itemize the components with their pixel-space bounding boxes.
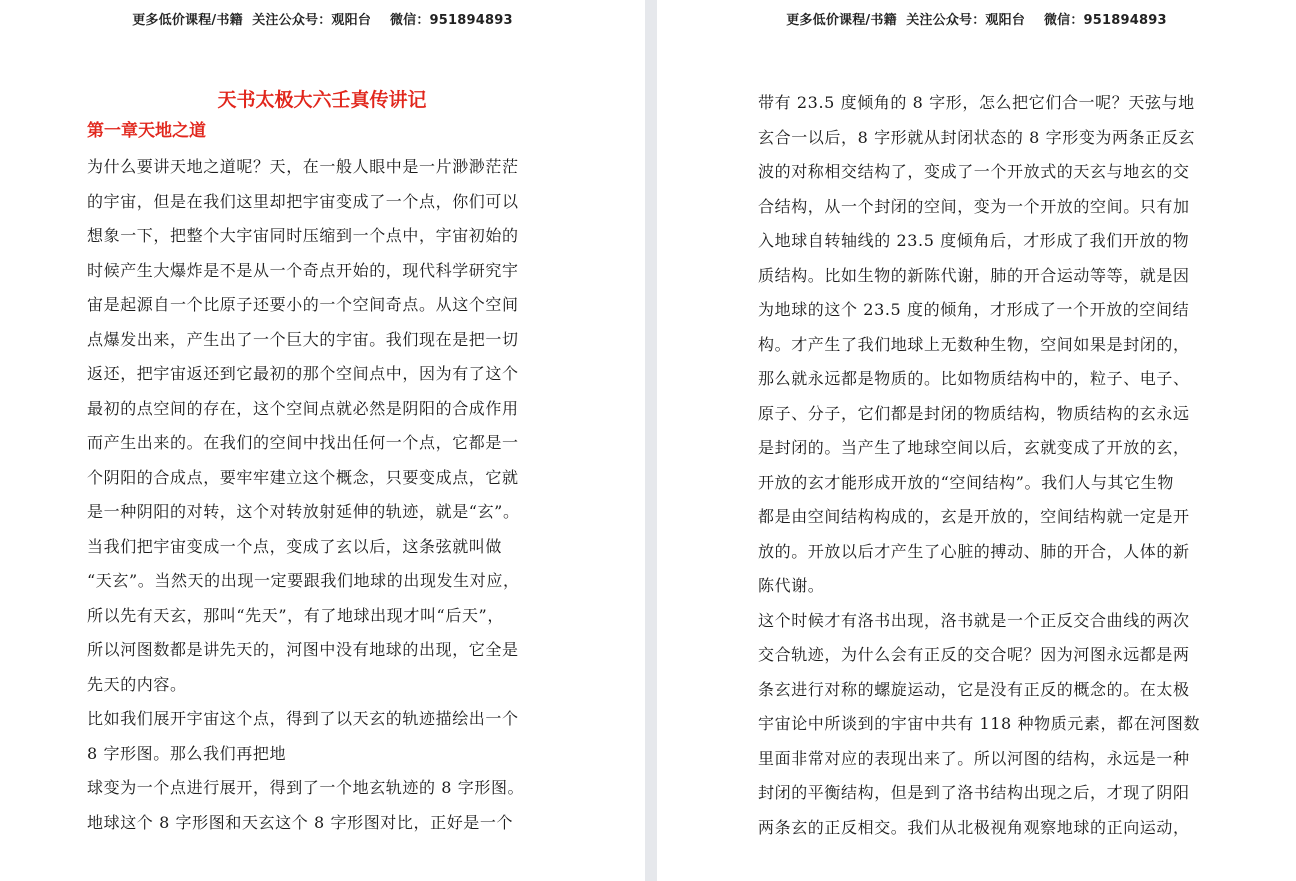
text-line: 比如我们展开宇宙这个点，得到了以天玄的轨迹描绘出一个 (87, 709, 519, 728)
chapter-heading: 第一章天地之道 (87, 121, 206, 141)
document-title: 天书太极大六壬真传讲记 (217, 89, 427, 111)
right-page-body (758, 86, 1220, 845)
text-line: 而产生出来的。在我们的空间中找出任何一个点，它都是一 (87, 433, 519, 452)
text-line: 入地球自转轴线的 23.5 度倾角后，才形成了我们开放的物 (758, 231, 1190, 250)
text-line: 宇宙论中所谈到的宇宙中共有 118 种物质元素，都在河图数 (758, 714, 1201, 733)
left-page-body (87, 86, 557, 840)
text-line: 想象一下，把整个大宇宙同时压缩到一个点中，宇宙初始的 (87, 226, 519, 245)
text-line: 所以先有天玄，那叫“先天”，有了地球出现才叫“后天”， (87, 605, 504, 625)
text-line: 点爆发出来，产生出了一个巨大的宇宙。我们现在是把一切 (87, 329, 519, 349)
text-line: 封闭的平衡结构，但是到了洛书结构出现之后，才现了阴阳 (758, 783, 1190, 802)
text-line: 带有 23.5 度倾角的 8 字形，怎么把它们合一呢？天弦与地 (758, 93, 1195, 112)
text-line: 是封闭的。当产生了地球空间以后，玄就变成了开放的玄， (758, 438, 1190, 457)
page-header-left: 更多低价课程/书籍 关注公众号：观阳台 微信：951894893 (132, 13, 513, 28)
text-line: 合结构，从一个封闭的空间，变为一个开放的空间。只有加 (758, 196, 1190, 216)
text-line: 这个时候才有洛书出现，洛书就是一个正反交合曲线的两次 (758, 610, 1190, 630)
page-header-right: 更多低价课程/书籍 关注公众号：观阳台 微信：951894893 (786, 13, 1167, 28)
text-line: 那么就永远都是物质的。比如物质结构中的，粒子、电子、 (758, 369, 1190, 388)
text-line: 时候产生大爆炸是不是从一个奇点开始的，现代科学研究宇 (87, 260, 519, 280)
text-line: 质结构。比如生物的新陈代谢，肺的开合运动等等，就是因 (758, 265, 1190, 285)
text-line: 球变为一个点进行展开，得到了一个地玄轨迹的 8 字形图。 (87, 778, 525, 797)
text-line: 放的。开放以后才产生了心脏的搏动、肺的开合，人体的新 (758, 541, 1190, 561)
text-line: 为什么要讲天地之道呢？天，在一般人眼中是一片渺渺茫茫 (87, 157, 519, 176)
text-line: 先天的内容。 (87, 674, 187, 694)
page-separator (645, 0, 657, 881)
text-line: 当我们把宇宙变成一个点，变成了玄以后，这条弦就叫做 (87, 536, 503, 556)
text-line: 两条玄的正反相交。我们从北极视角观察地球的正向运动， (758, 817, 1190, 837)
text-line: 8 字形图。那么我们再把地 (87, 743, 287, 763)
text-line: 条玄进行对称的螺旋运动，它是没有正反的概念的。在太极 (758, 679, 1190, 699)
text-line: 返还，把宇宙返还到它最初的那个空间点中，因为有了这个 (87, 364, 519, 383)
text-line: 玄合一以后，8 字形就从封闭状态的 8 字形变为两条正反玄 (758, 127, 1196, 147)
text-line: 陈代谢。 (758, 576, 825, 595)
text-line: 的宇宙，但是在我们这里却把宇宙变成了一个点，你们可以 (87, 191, 519, 211)
text-line: 原子、分子，它们都是封闭的物质结构，物质结构的玄永远 (758, 403, 1190, 423)
right-text-block (758, 86, 1220, 845)
text-line: 交合轨迹，为什么会有正反的交合呢？因为河图永远都是两 (758, 645, 1190, 664)
text-line: 地球这个 8 字形图和天玄这个 8 字形图对比，正好是一个 (87, 812, 514, 832)
text-line: “天玄”。当然天的出现一定要跟我们地球的出现发生对应， (87, 571, 520, 590)
text-line: 波的对称相交结构了，变成了一个开放式的天玄与地玄的交 (758, 162, 1190, 181)
left-text-block (87, 150, 557, 840)
text-line: 是一种阴阳的对转，这个对转放射延伸的轨迹，就是“玄”。 (87, 502, 520, 521)
text-line: 个阴阳的合成点，要牢牢建立这个概念，只要变成点，它就 (87, 467, 519, 487)
text-line: 最初的点空间的存在，这个空间点就必然是阴阳的合成作用 (87, 398, 519, 418)
text-line: 里面非常对应的表现出来了。所以河图的结构，永远是一种 (758, 748, 1190, 768)
text-line: 所以河图数都是讲先天的，河图中没有地球的出现，它全是 (87, 640, 519, 659)
text-line: 构。才产生了我们地球上无数种生物，空间如果是封闭的， (758, 334, 1190, 354)
text-line: 为地球的这个 23.5 度的倾角，才形成了一个开放的空间结 (758, 300, 1190, 319)
text-line: 开放的玄才能形成开放的“空间结构”。我们人与其它生物 (758, 472, 1174, 492)
text-line: 都是由空间结构构成的，玄是开放的，空间结构就一定是开 (758, 507, 1190, 526)
text-line: 宙是起源自一个比原子还要小的一个空间奇点。从这个空间 (87, 295, 519, 314)
